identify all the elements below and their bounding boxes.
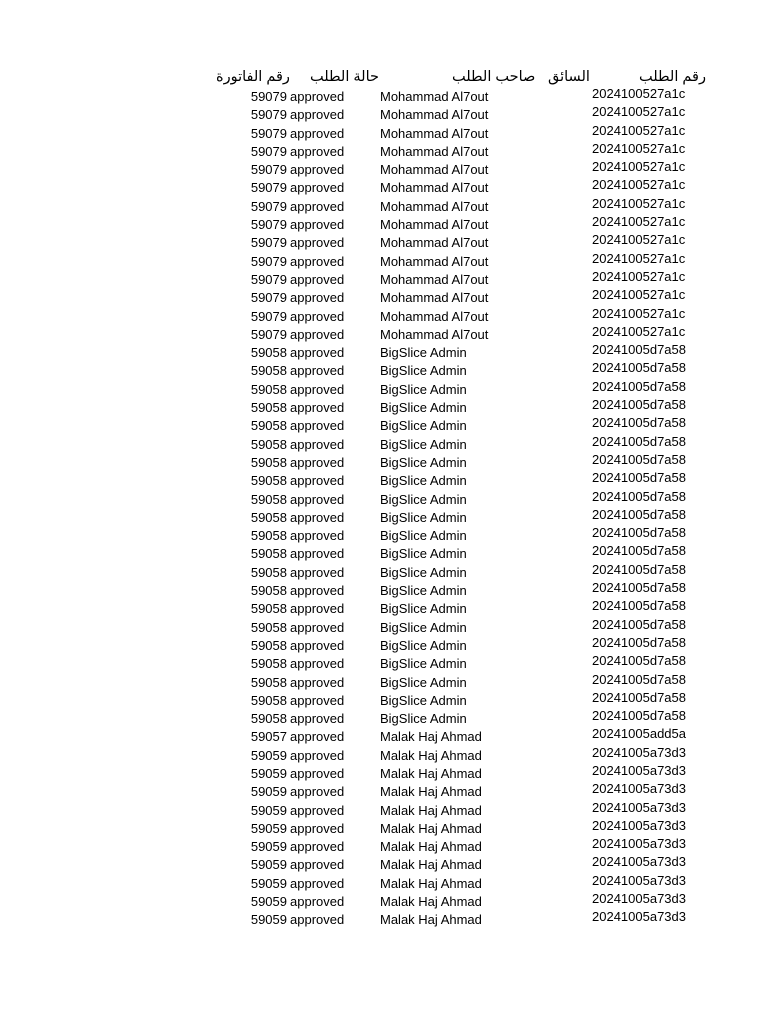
invoice-cell: 59079	[250, 271, 287, 287]
status-cell: approved	[290, 546, 345, 562]
order-number-cell: 20241005a73d3	[592, 744, 686, 760]
order-number-cell: 20241005d7a58	[592, 708, 686, 724]
invoice-cell: 59079	[250, 162, 287, 178]
invoice-cell: 59058	[250, 345, 287, 361]
table-body	[0, 88, 768, 930]
order-number-cell: 20241005a73d3	[592, 781, 686, 797]
owner-cell: BigSlice Admin	[380, 418, 467, 434]
owner-cell: Mohammad Al7out	[380, 162, 489, 178]
order-number-cell: 2024100527a1c	[592, 104, 686, 120]
header-order-owner: صاحب الطلب	[452, 69, 536, 85]
invoice-cell: 59079	[250, 308, 287, 324]
owner-cell: BigSlice Admin	[380, 528, 467, 544]
status-cell: approved	[290, 802, 345, 818]
status-cell: approved	[290, 436, 345, 452]
order-number-cell: 2024100527a1c	[592, 177, 686, 193]
invoice-cell: 59058	[250, 564, 287, 580]
order-number-cell: 20241005d7a58	[592, 415, 686, 431]
owner-cell: Mohammad Al7out	[380, 143, 489, 159]
status-cell: approved	[290, 381, 345, 397]
owner-cell: Malak Haj Ahmad	[380, 802, 482, 818]
order-number-cell: 2024100527a1c	[592, 250, 686, 266]
owner-cell: Malak Haj Ahmad	[380, 729, 482, 745]
invoice-cell: 59058	[250, 711, 287, 727]
status-cell: approved	[290, 198, 345, 214]
owner-cell: Mohammad Al7out	[380, 253, 489, 269]
invoice-cell: 59059	[250, 857, 287, 873]
order-number-cell: 20241005a73d3	[592, 799, 686, 815]
invoice-cell: 59058	[250, 509, 287, 525]
status-cell: approved	[290, 637, 345, 653]
order-number-cell: 20241005d7a58	[592, 580, 686, 596]
invoice-cell: 59058	[250, 454, 287, 470]
status-cell: approved	[290, 143, 345, 159]
invoice-cell: 59059	[250, 747, 287, 763]
status-cell: approved	[290, 674, 345, 690]
status-cell: approved	[290, 692, 345, 708]
owner-cell: Malak Haj Ahmad	[380, 857, 482, 873]
order-number-cell: 20241005a73d3	[592, 817, 686, 833]
status-cell: approved	[290, 765, 345, 781]
owner-cell: BigSlice Admin	[380, 619, 467, 635]
header-driver: السائق	[548, 69, 590, 85]
status-cell: approved	[290, 271, 345, 287]
order-number-cell: 2024100527a1c	[592, 159, 686, 175]
owner-cell: BigSlice Admin	[380, 601, 467, 617]
order-number-cell: 20241005a73d3	[592, 891, 686, 907]
owner-cell: Mohammad Al7out	[380, 107, 489, 123]
invoice-cell: 59058	[250, 656, 287, 672]
header-order-status: حالة الطلب	[310, 69, 379, 85]
invoice-cell: 59058	[250, 436, 287, 452]
status-cell: approved	[290, 857, 345, 873]
owner-cell: BigSlice Admin	[380, 564, 467, 580]
invoice-cell: 59058	[250, 601, 287, 617]
status-cell: approved	[290, 107, 345, 123]
invoice-cell: 59058	[250, 528, 287, 544]
order-number-cell: 2024100527a1c	[592, 214, 686, 230]
invoice-cell: 59058	[250, 418, 287, 434]
owner-cell: BigSlice Admin	[380, 363, 467, 379]
order-number-cell: 20241005d7a58	[592, 506, 686, 522]
status-cell: approved	[290, 418, 345, 434]
order-number-cell: 20241005d7a58	[592, 616, 686, 632]
owner-cell: BigSlice Admin	[380, 656, 467, 672]
invoice-cell: 59058	[250, 583, 287, 599]
status-cell: approved	[290, 473, 345, 489]
status-cell: approved	[290, 729, 345, 745]
invoice-cell: 59079	[250, 125, 287, 141]
invoice-cell: 59079	[250, 217, 287, 233]
order-number-cell: 20241005a73d3	[592, 836, 686, 852]
owner-cell: BigSlice Admin	[380, 711, 467, 727]
invoice-cell: 59079	[250, 89, 287, 104]
owner-cell: Mohammad Al7out	[380, 89, 489, 104]
status-cell: approved	[290, 180, 345, 196]
owner-cell: Mohammad Al7out	[380, 271, 489, 287]
status-cell: approved	[290, 784, 345, 800]
order-number-cell: 2024100527a1c	[592, 305, 686, 321]
invoice-cell: 59059	[250, 802, 287, 818]
invoice-cell: 59079	[250, 198, 287, 214]
order-number-cell: 20241005d7a58	[592, 689, 686, 705]
invoice-cell: 59059	[250, 912, 287, 928]
status-cell: approved	[290, 619, 345, 635]
invoice-cell: 59059	[250, 875, 287, 891]
order-number-cell: 20241005a73d3	[592, 872, 686, 888]
order-number-cell: 20241005a73d3	[592, 854, 686, 870]
owner-cell: BigSlice Admin	[380, 345, 467, 361]
order-number-cell: 20241005add5a	[592, 726, 686, 742]
order-number-cell: 20241005d7a58	[592, 488, 686, 504]
owner-cell: Malak Haj Ahmad	[380, 839, 482, 855]
status-cell: approved	[290, 820, 345, 836]
owner-cell: BigSlice Admin	[380, 381, 467, 397]
order-number-cell: 2024100527a1c	[592, 122, 686, 138]
status-cell: approved	[290, 564, 345, 580]
invoice-cell: 59058	[250, 546, 287, 562]
order-number-cell: 20241005d7a58	[592, 543, 686, 559]
owner-cell: Mohammad Al7out	[380, 198, 489, 214]
owner-cell: BigSlice Admin	[380, 436, 467, 452]
owner-cell: BigSlice Admin	[380, 509, 467, 525]
header-order-number: رقم الطلب	[639, 69, 706, 85]
order-number-cell: 20241005d7a58	[592, 525, 686, 541]
invoice-cell: 59057	[250, 729, 287, 745]
status-cell: approved	[290, 747, 345, 763]
order-number-cell: 20241005d7a58	[592, 342, 686, 358]
owner-cell: Malak Haj Ahmad	[380, 784, 482, 800]
owner-cell: BigSlice Admin	[380, 583, 467, 599]
owner-cell: Mohammad Al7out	[380, 326, 489, 342]
invoice-cell: 59059	[250, 839, 287, 855]
owner-cell: Malak Haj Ahmad	[380, 875, 482, 891]
owner-cell: BigSlice Admin	[380, 491, 467, 507]
order-number-cell: 20241005d7a58	[592, 653, 686, 669]
owner-cell: Malak Haj Ahmad	[380, 894, 482, 910]
owner-cell: BigSlice Admin	[380, 546, 467, 562]
status-cell: approved	[290, 162, 345, 178]
status-cell: approved	[290, 491, 345, 507]
status-cell: approved	[290, 253, 345, 269]
owner-cell: BigSlice Admin	[380, 454, 467, 470]
order-number-cell: 2024100527a1c	[592, 323, 686, 339]
order-number-cell: 20241005d7a58	[592, 470, 686, 486]
status-cell: approved	[290, 894, 345, 910]
owner-cell: Malak Haj Ahmad	[380, 765, 482, 781]
status-cell: approved	[290, 711, 345, 727]
status-cell: approved	[290, 875, 345, 891]
owner-cell: Malak Haj Ahmad	[380, 820, 482, 836]
invoice-cell: 59079	[250, 235, 287, 251]
status-cell: approved	[290, 601, 345, 617]
invoice-cell: 59058	[250, 363, 287, 379]
order-number-cell: 2024100527a1c	[592, 86, 686, 101]
owner-cell: BigSlice Admin	[380, 692, 467, 708]
owner-cell: Mohammad Al7out	[380, 125, 489, 141]
owner-cell: Malak Haj Ahmad	[380, 747, 482, 763]
status-cell: approved	[290, 839, 345, 855]
invoice-cell: 59059	[250, 820, 287, 836]
status-cell: approved	[290, 235, 345, 251]
invoice-cell: 59058	[250, 381, 287, 397]
status-cell: approved	[290, 290, 345, 306]
owner-cell: BigSlice Admin	[380, 400, 467, 416]
invoice-cell: 59079	[250, 290, 287, 306]
status-cell: approved	[290, 326, 345, 342]
status-cell: approved	[290, 363, 345, 379]
status-cell: approved	[290, 89, 345, 104]
invoice-cell: 59058	[250, 692, 287, 708]
status-cell: approved	[290, 308, 345, 324]
invoice-cell: 59058	[250, 491, 287, 507]
status-cell: approved	[290, 217, 345, 233]
status-cell: approved	[290, 125, 345, 141]
owner-cell: Mohammad Al7out	[380, 180, 489, 196]
invoice-cell: 59058	[250, 400, 287, 416]
invoice-cell: 59079	[250, 180, 287, 196]
order-number-cell: 20241005d7a58	[592, 598, 686, 614]
status-cell: approved	[290, 454, 345, 470]
invoice-cell: 59059	[250, 784, 287, 800]
order-number-cell: 2024100527a1c	[592, 232, 686, 248]
invoice-cell: 59059	[250, 894, 287, 910]
invoice-cell: 59059	[250, 765, 287, 781]
owner-cell: BigSlice Admin	[380, 637, 467, 653]
invoice-cell: 59079	[250, 143, 287, 159]
status-cell: approved	[290, 528, 345, 544]
invoice-cell: 59079	[250, 107, 287, 123]
invoice-cell: 59058	[250, 473, 287, 489]
status-cell: approved	[290, 509, 345, 525]
status-cell: approved	[290, 345, 345, 361]
order-number-cell: 20241005d7a58	[592, 671, 686, 687]
order-number-cell: 20241005d7a58	[592, 378, 686, 394]
status-cell: approved	[290, 583, 345, 599]
order-number-cell: 20241005a73d3	[592, 762, 686, 778]
invoice-cell: 59058	[250, 637, 287, 653]
invoice-cell: 59079	[250, 326, 287, 342]
owner-cell: Malak Haj Ahmad	[380, 912, 482, 928]
invoice-cell: 59058	[250, 619, 287, 635]
owner-cell: BigSlice Admin	[380, 674, 467, 690]
owner-cell: Mohammad Al7out	[380, 217, 489, 233]
invoice-cell: 59079	[250, 253, 287, 269]
order-number-cell: 20241005d7a58	[592, 561, 686, 577]
table-row	[0, 911, 768, 929]
order-number-cell: 2024100527a1c	[592, 287, 686, 303]
order-number-cell: 20241005d7a58	[592, 433, 686, 449]
owner-cell: Mohammad Al7out	[380, 235, 489, 251]
order-number-cell: 20241005d7a58	[592, 634, 686, 650]
order-number-cell: 2024100527a1c	[592, 195, 686, 211]
invoice-cell: 59058	[250, 674, 287, 690]
owner-cell: Mohammad Al7out	[380, 290, 489, 306]
order-number-cell: 20241005d7a58	[592, 451, 686, 467]
order-number-cell: 2024100527a1c	[592, 140, 686, 156]
status-cell: approved	[290, 912, 345, 928]
owner-cell: BigSlice Admin	[380, 473, 467, 489]
order-number-cell: 20241005d7a58	[592, 360, 686, 376]
status-cell: approved	[290, 656, 345, 672]
status-cell: approved	[290, 400, 345, 416]
header-invoice-number: رقم الفاتورة	[216, 69, 290, 85]
order-number-cell: 20241005d7a58	[592, 397, 686, 413]
order-number-cell: 2024100527a1c	[592, 268, 686, 284]
order-number-cell: 20241005a73d3	[592, 909, 686, 925]
owner-cell: Mohammad Al7out	[380, 308, 489, 324]
